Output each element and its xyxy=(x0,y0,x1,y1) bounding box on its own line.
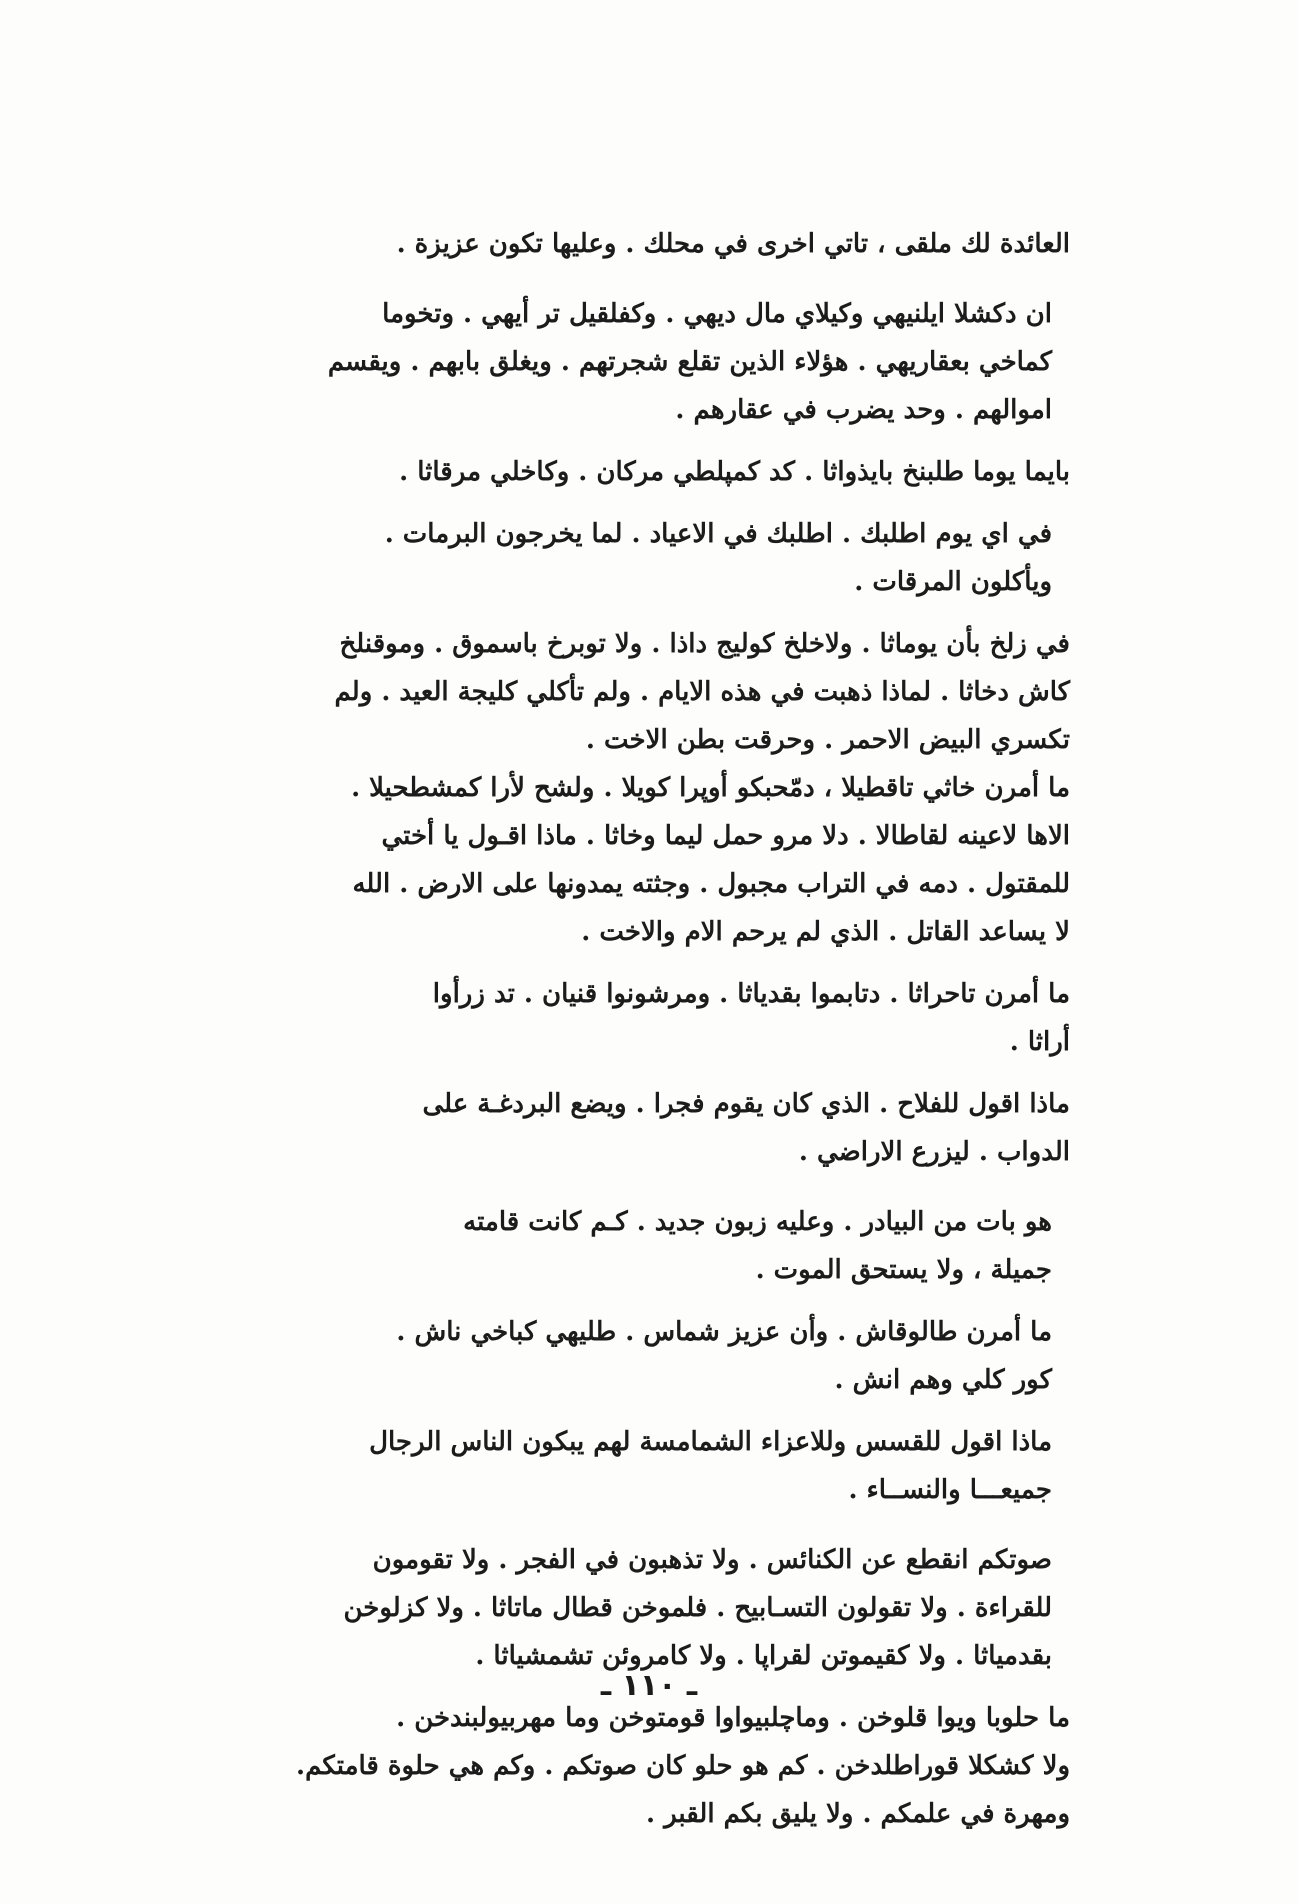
page-number: ـ ١١٠ ـ xyxy=(600,1668,698,1703)
text-line: العائدة لك ملقى ، تاتي اخرى في محلك . وعليها تكون عزيزة . xyxy=(396,229,1070,259)
text-line: لا يساعد القاتل . الذي لم يرحم الام والاخت . xyxy=(581,917,1070,947)
text-line: ويأكلون المرقات . xyxy=(854,567,1052,597)
text-line: جميعـــا والنســاء . xyxy=(848,1475,1052,1505)
text-line: ما أمرن طالوقاش . وأن عزيز شماس . طليهي كباخي ناش . xyxy=(396,1317,1052,1347)
paragraph xyxy=(198,448,1070,496)
paragraph xyxy=(198,1080,1070,1176)
paragraph xyxy=(198,1694,1070,1838)
text-line: ماذا اقول للقسس وللاعزاء الشمامسة لهم يبكون الناس الرجال xyxy=(369,1427,1052,1457)
paragraph xyxy=(198,290,1070,434)
text-line: تكسري البيض الاحمر . وحرقت بطن الاخت . xyxy=(585,725,1070,755)
text-line: ما أمرن خاثي تاقطيلا ، دمّحبكو أوپرا كويلا . ولشح لأرا كمشطحيلا . xyxy=(351,773,1070,803)
text-line: الاها لاعينه لقاطالا . دلا مرو حمل ليما وخاثا . ماذا اقـول يا أختي xyxy=(381,821,1070,851)
text-line: جميلة ، ولا يستحق الموت . xyxy=(755,1255,1052,1285)
text-line: ما أمرن تاحراثا . دتابموا بقدياثا . ومرشونوا قنيان . تد زرأوا xyxy=(432,979,1070,1009)
text-line: اموالهم . وحد يضرب في عقارهم . xyxy=(675,395,1052,425)
paragraph xyxy=(198,510,1070,606)
paragraph xyxy=(198,1198,1070,1294)
text-line: بايما يوما طلبنخ بايذواثا . كد كمپلطي مركان . وكاخلي مرقاثا . xyxy=(399,457,1070,487)
text-line: بقدمياثا . ولا كقيموتن لقراپا . ولا كامروئن تشمشياثا . xyxy=(475,1641,1052,1671)
text-line: في زلخ بأن يوماثا . ولاخلخ كوليج داذا . ولا توبرخ باسموق . وموقنلخ xyxy=(339,629,1070,659)
text-line: ما حلوبا ويوا قلوخن . وماچلبيواوا قومتوخن وما مهربيولبندخن . xyxy=(396,1703,1070,1733)
paragraph xyxy=(198,220,1070,268)
text-line: كاش دخاثا . لماذا ذهبت في هذه الايام . ولم تأكلي كليجة العيد . ولم xyxy=(334,677,1070,707)
text-line: في اي يوم اطلبك . اطلبك في الاعياد . لما يخرجون البرمات . xyxy=(384,519,1052,549)
text-line: كماخي بعقاريهي . هؤلاء الذين تقلع شجرتهم . ويغلق بابهم . ويقسم xyxy=(327,347,1052,377)
paragraph xyxy=(198,620,1070,956)
text-line: كور كلي وهم انش . xyxy=(834,1365,1052,1395)
text-line: للقراءة . ولا تقولون التسـابيح . فلموخن قطال ماتاثا . ولا كزلوخن xyxy=(343,1593,1052,1623)
paragraph xyxy=(198,970,1070,1066)
text-line: للمقتول . دمه في التراب مجبول . وجثته يمدونها على الارض . الله xyxy=(352,869,1070,899)
paragraph xyxy=(198,1418,1070,1514)
text-line: ولا كشكلا قوراطلدخن . كم هو حلو كان صوتكم . وكم هي حلوة قامتكم. xyxy=(296,1751,1070,1781)
paragraph xyxy=(198,1308,1070,1404)
text-line: صوتكم انقطع عن الكنائس . ولا تذهبون في الفجر . ولا تقومون xyxy=(372,1545,1052,1575)
text-line: ان دكشلا ايلنيهي وكيلاي مال ديهي . وكفلقيل تر أيهي . وتخوما xyxy=(382,299,1052,329)
text-line: ماذا اقول للفلاح . الذي كان يقوم فجرا . ويضع البردغـة على xyxy=(422,1089,1070,1119)
text-line: ومهرة في علمكم . ولا يليق بكم القبر . xyxy=(645,1799,1070,1829)
page-body xyxy=(198,220,1070,1838)
text-line: الدواب . ليزرع الاراضي . xyxy=(798,1137,1070,1167)
text-line: أراثا . xyxy=(1009,1027,1070,1057)
paragraph xyxy=(198,1536,1070,1680)
text-line: هو بات من البيادر . وعليه زبون جديد . كـم كانت قامته xyxy=(463,1207,1052,1237)
